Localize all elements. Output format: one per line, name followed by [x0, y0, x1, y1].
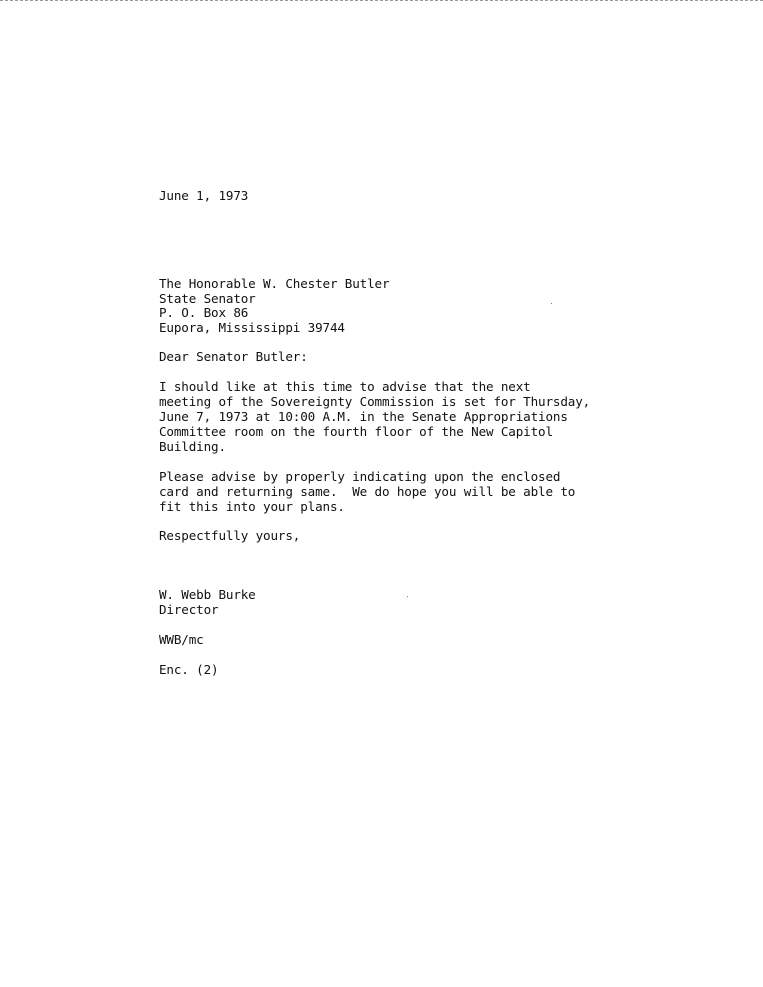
page-top-border [0, 0, 763, 1]
recipient-box: P. O. Box 86 [159, 305, 249, 320]
paragraph-1-line-5: Building. [159, 439, 226, 454]
recipient-title: State Senator [159, 291, 256, 306]
paragraph-2-line-2: card and returning same. We do hope you will be able to [159, 484, 576, 499]
reference-initials: WWB/mc [159, 632, 204, 647]
enclosure-note: Enc. (2) [159, 662, 219, 677]
paragraph-1-line-4: Committee room on the fourth floor of the New Capitol [159, 424, 553, 439]
scan-speck [551, 303, 552, 304]
paragraph-1-line-1: I should like at this time to advise that the next [159, 379, 531, 394]
paragraph-1-line-3: June 7, 1973 at 10:00 A.M. in the Senate Appropriations [159, 409, 568, 424]
scan-speck [407, 596, 408, 597]
letter-date: June 1, 1973 [159, 188, 249, 203]
recipient-city: Eupora, Mississippi 39744 [159, 320, 345, 335]
recipient-name: The Honorable W. Chester Butler [159, 276, 390, 291]
signer-title: Director [159, 602, 219, 617]
signer-name: W. Webb Burke [159, 587, 256, 602]
paragraph-2-line-1: Please advise by properly indicating upon the enclosed [159, 469, 561, 484]
closing: Respectfully yours, [159, 528, 301, 543]
paragraph-2-line-3: fit this into your plans. [159, 499, 345, 514]
paragraph-1-line-2: meeting of the Sovereignty Commission is set for Thursday, [159, 394, 591, 409]
salutation: Dear Senator Butler: [159, 349, 308, 364]
